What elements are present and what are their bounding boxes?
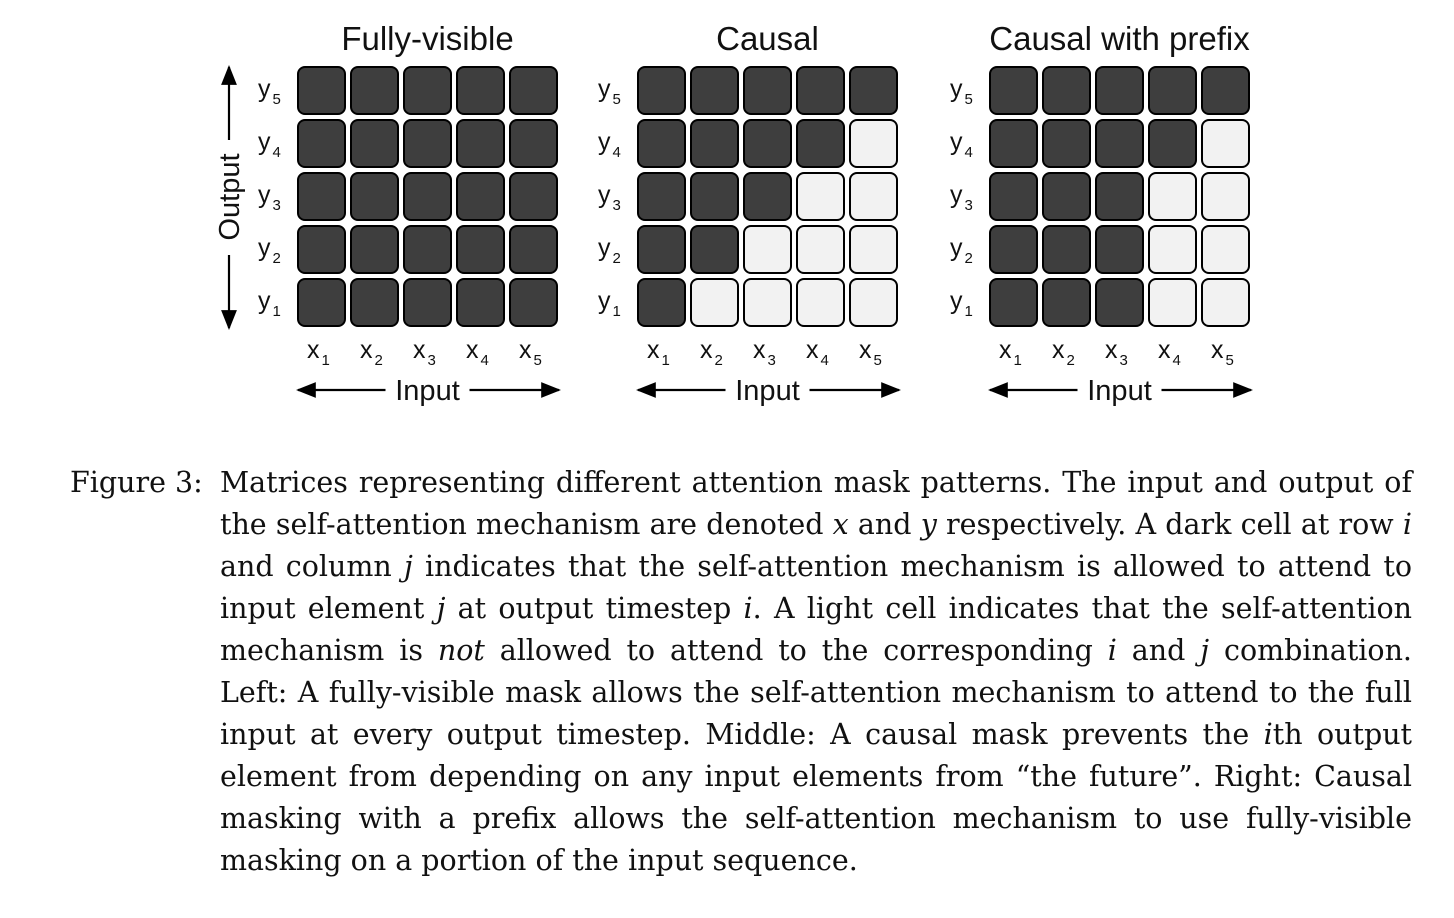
row-label (950, 75, 973, 108)
row-label-base: y (598, 181, 611, 209)
caption-text (220, 462, 1412, 882)
row-label-subscript: 5 (964, 91, 973, 108)
row-label-subscript: 5 (612, 91, 621, 108)
mask-cell-masked (850, 173, 897, 220)
mask-cell-masked (1202, 173, 1249, 220)
mask-cell-visible (351, 67, 398, 114)
column-label-subscript: 5 (533, 352, 542, 369)
caption-segment: and column (220, 550, 404, 583)
column-label-subscript: 1 (661, 352, 670, 369)
column-label-subscript: 2 (714, 352, 723, 369)
row-label (598, 234, 621, 267)
row-label (598, 181, 621, 214)
mask-cell-visible (1043, 173, 1090, 220)
row-label-base: y (598, 128, 611, 156)
column-label-base: x (999, 336, 1012, 364)
mask-cell-masked (797, 226, 844, 273)
mask-cell-masked (850, 120, 897, 167)
mask-cell-visible (404, 279, 451, 326)
caption-label: Figure 3: (70, 466, 203, 499)
column-label-base: x (1052, 336, 1065, 364)
row-label-subscript: 4 (272, 144, 281, 161)
row-label (950, 287, 973, 320)
column-label-subscript: 5 (1225, 352, 1234, 369)
caption-segment: th output element from depending on any input elements from “the future”. Right: Causal masking with a prefix allows the self-attention mechanism to use fully-visible masking on a portion of the input sequence. (220, 718, 1412, 877)
row-label-subscript: 1 (272, 303, 281, 320)
row-label (258, 75, 281, 108)
column-label-subscript: 2 (1066, 352, 1075, 369)
column-label-subscript: 4 (1172, 352, 1181, 369)
caption-segment: at output timestep (445, 592, 744, 625)
mask-cell-visible (510, 67, 557, 114)
mask-cell-visible (404, 120, 451, 167)
mask-cell-visible (1043, 120, 1090, 167)
caption-segment: respectively. A dark cell at row (936, 508, 1403, 541)
mask-cell-visible (298, 226, 345, 273)
mask-cell-visible (744, 173, 791, 220)
mask-cell-masked (1149, 226, 1196, 273)
mask-cell-visible (1043, 67, 1090, 114)
column-label-base: x (806, 336, 819, 364)
row-label-base: y (950, 181, 963, 209)
column-label (1105, 336, 1128, 369)
mask-cell-visible (351, 120, 398, 167)
mask-cell-visible (1096, 226, 1143, 273)
mask-cell-masked (797, 279, 844, 326)
mask-cell-visible (691, 226, 738, 273)
caption-math-symbol: i (743, 592, 753, 625)
mask-cell-visible (404, 226, 451, 273)
column-label (806, 336, 829, 369)
row-label-subscript: 2 (612, 250, 621, 267)
mask-cell-visible (510, 173, 557, 220)
mask-cell-visible (744, 67, 791, 114)
mask-cell-visible (990, 173, 1037, 220)
caption-math-symbol: i (1107, 634, 1117, 667)
column-label (1052, 336, 1075, 369)
caption-segment: allowed to attend to the corresponding (484, 634, 1108, 667)
row-label-base: y (258, 287, 271, 315)
caption-math-symbol: i (1263, 718, 1273, 751)
mask-cell-masked (850, 226, 897, 273)
column-label (647, 336, 670, 369)
mask-cell-visible (1096, 173, 1143, 220)
mask-cell-visible (744, 120, 791, 167)
column-label-base: x (413, 336, 426, 364)
mask-cell-visible (1202, 67, 1249, 114)
mask-cell-visible (510, 279, 557, 326)
mask-cell-masked (850, 279, 897, 326)
mask-cell-masked (797, 173, 844, 220)
row-label-subscript: 3 (272, 197, 281, 214)
column-label-subscript: 1 (321, 352, 330, 369)
column-label (307, 336, 330, 369)
column-label-base: x (519, 336, 532, 364)
mask-cell-visible (691, 67, 738, 114)
mask-cell-visible (1043, 279, 1090, 326)
row-label-base: y (258, 128, 271, 156)
column-label-subscript: 4 (820, 352, 829, 369)
row-label (258, 128, 281, 161)
row-label (598, 287, 621, 320)
mask-cell-visible (298, 67, 345, 114)
row-label-base: y (258, 234, 271, 262)
mask-cell-visible (510, 120, 557, 167)
column-label-subscript: 5 (873, 352, 882, 369)
caption-math-symbol: i (1402, 508, 1412, 541)
caption-math-symbol: j (403, 550, 413, 583)
input-axis-label: Input (1087, 375, 1152, 407)
output-axis-label: Output (214, 153, 246, 241)
attention-mask-figure (0, 0, 1454, 440)
caption-segment: and (1116, 634, 1201, 667)
row-label (950, 234, 973, 267)
mask-cell-visible (510, 226, 557, 273)
caption-segment: indicates that the self-attention mechanism is allowed to attend to input element (220, 550, 1412, 625)
mask-cell-masked (691, 279, 738, 326)
mask-panel-1 (258, 20, 559, 407)
output-axis (214, 67, 246, 328)
panel-title: Fully-visible (341, 20, 514, 57)
mask-cell-masked (1202, 120, 1249, 167)
column-label-base: x (700, 336, 713, 364)
row-label-subscript: 2 (272, 250, 281, 267)
row-label-base: y (258, 181, 271, 209)
mask-panel-3 (950, 20, 1251, 407)
column-label-base: x (859, 336, 872, 364)
mask-cell-visible (638, 279, 685, 326)
column-label (753, 336, 776, 369)
mask-cell-masked (744, 279, 791, 326)
column-label-base: x (753, 336, 766, 364)
caption-math-symbol: y (920, 508, 937, 541)
column-label-base: x (647, 336, 660, 364)
column-label (413, 336, 436, 369)
mask-panel-2 (598, 20, 899, 407)
mask-cell-visible (457, 279, 504, 326)
mask-cell-masked (1149, 173, 1196, 220)
mask-cell-visible (1096, 120, 1143, 167)
caption-math-symbol: j (1200, 634, 1210, 667)
mask-cell-visible (691, 120, 738, 167)
column-label (466, 336, 489, 369)
mask-cell-masked (744, 226, 791, 273)
row-label-base: y (258, 75, 271, 103)
row-label-base: y (950, 75, 963, 103)
column-label-subscript: 2 (374, 352, 383, 369)
row-label (258, 234, 281, 267)
mask-cell-visible (1043, 226, 1090, 273)
mask-cell-visible (850, 67, 897, 114)
column-label-subscript: 3 (1119, 352, 1128, 369)
mask-cell-visible (351, 226, 398, 273)
mask-cell-visible (351, 279, 398, 326)
row-label-subscript: 3 (964, 197, 973, 214)
mask-cell-visible (298, 279, 345, 326)
row-label-subscript: 5 (272, 91, 281, 108)
column-label (859, 336, 882, 369)
row-label-base: y (950, 128, 963, 156)
mask-cell-visible (298, 173, 345, 220)
mask-cell-visible (797, 67, 844, 114)
column-label (1211, 336, 1234, 369)
column-label (360, 336, 383, 369)
row-label-subscript: 2 (964, 250, 973, 267)
mask-cell-visible (457, 120, 504, 167)
row-label (598, 128, 621, 161)
caption-math-symbol: not (437, 634, 485, 667)
row-label-subscript: 1 (964, 303, 973, 320)
column-label-base: x (307, 336, 320, 364)
caption-segment: Matrices representing different attention mask patterns. The input and output of the self-attention mechanism are denoted (220, 466, 1412, 541)
row-label-base: y (950, 234, 963, 262)
column-label-subscript: 1 (1013, 352, 1022, 369)
mask-cell-visible (990, 279, 1037, 326)
column-label-base: x (1105, 336, 1118, 364)
mask-cell-visible (638, 226, 685, 273)
column-label-base: x (1211, 336, 1224, 364)
mask-cell-visible (457, 67, 504, 114)
column-label-base: x (466, 336, 479, 364)
mask-cell-visible (351, 173, 398, 220)
mask-cell-visible (691, 173, 738, 220)
column-label-subscript: 3 (427, 352, 436, 369)
row-label-subscript: 4 (964, 144, 973, 161)
row-label-subscript: 4 (612, 144, 621, 161)
mask-cell-visible (1149, 67, 1196, 114)
mask-cell-visible (404, 173, 451, 220)
row-label (598, 75, 621, 108)
mask-cell-visible (457, 173, 504, 220)
row-label-subscript: 3 (612, 197, 621, 214)
row-label (950, 181, 973, 214)
mask-cell-visible (638, 173, 685, 220)
mask-cell-masked (1202, 279, 1249, 326)
caption-math-symbol: j (436, 592, 446, 625)
column-label-base: x (360, 336, 373, 364)
mask-cell-visible (457, 226, 504, 273)
mask-cell-visible (298, 120, 345, 167)
caption-math-symbol: x (832, 508, 849, 541)
column-label (1158, 336, 1181, 369)
row-label (258, 181, 281, 214)
mask-cell-visible (638, 120, 685, 167)
panel-title: Causal with prefix (989, 20, 1250, 57)
mask-cell-visible (990, 226, 1037, 273)
column-label-subscript: 4 (480, 352, 489, 369)
mask-cell-visible (990, 67, 1037, 114)
figure-canvas (0, 0, 1454, 440)
caption-segment: . A light cell indicates that the self-attention mechanism is (220, 592, 1412, 667)
panel-title: Causal (716, 20, 819, 57)
column-label (700, 336, 723, 369)
row-label-base: y (598, 75, 611, 103)
mask-cell-visible (404, 67, 451, 114)
column-label (999, 336, 1022, 369)
column-label-subscript: 3 (767, 352, 776, 369)
mask-cell-masked (1149, 279, 1196, 326)
mask-cell-visible (1096, 67, 1143, 114)
mask-cell-visible (638, 67, 685, 114)
column-label (519, 336, 542, 369)
mask-cell-visible (797, 120, 844, 167)
column-label-base: x (1158, 336, 1171, 364)
figure-caption (70, 462, 1412, 882)
row-label (950, 128, 973, 161)
mask-cell-visible (1096, 279, 1143, 326)
input-axis-label: Input (395, 375, 460, 407)
input-axis-label: Input (735, 375, 800, 407)
mask-cell-masked (1202, 226, 1249, 273)
mask-cell-visible (1149, 120, 1196, 167)
row-label-base: y (598, 234, 611, 262)
row-label-base: y (950, 287, 963, 315)
row-label (258, 287, 281, 320)
caption-segment: and (848, 508, 921, 541)
caption-segment: combination. Left: A fully-visible mask allows the self-attention mechanism to attend to the full input at every output timestep. Middle: A causal mask prevents the (220, 634, 1412, 751)
row-label-subscript: 1 (612, 303, 621, 320)
row-label-base: y (598, 287, 611, 315)
mask-cell-visible (990, 120, 1037, 167)
